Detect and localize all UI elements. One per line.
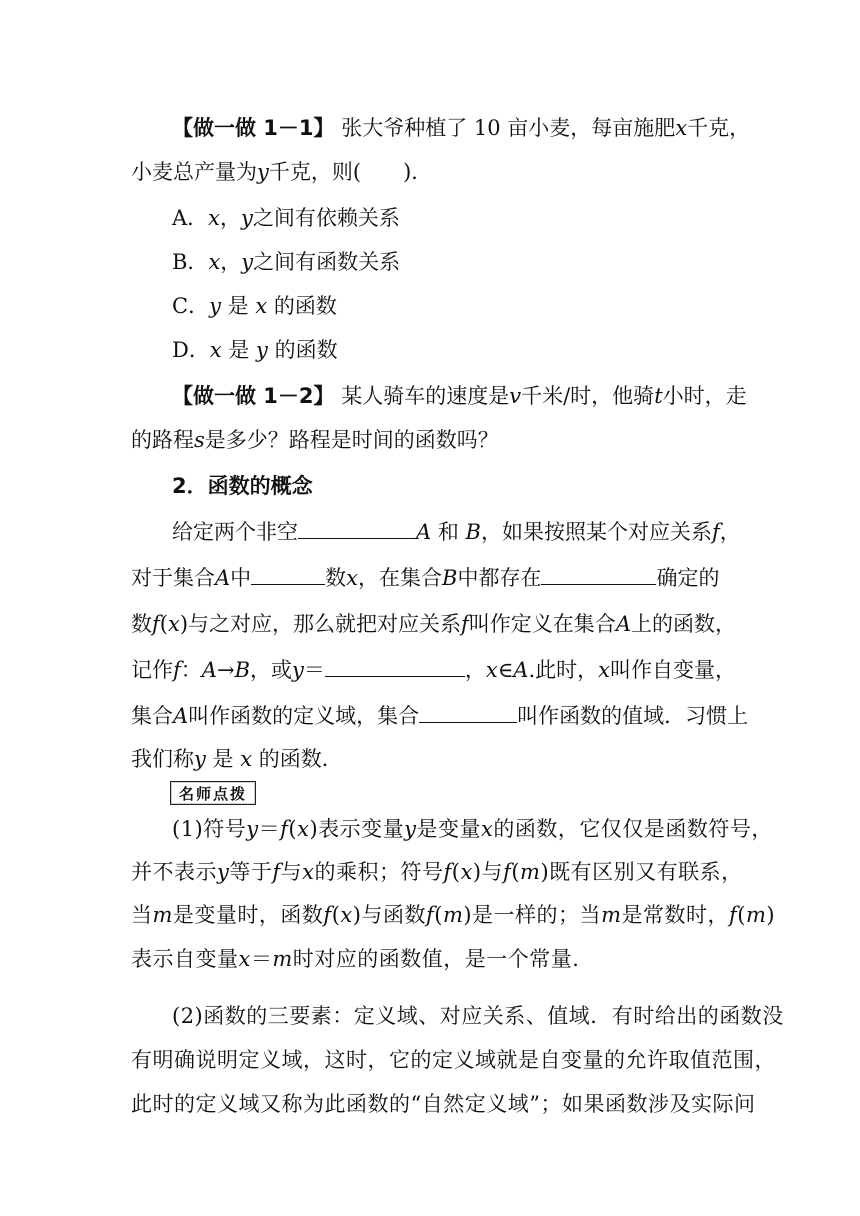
option-d-var-2: y: [256, 338, 268, 362]
tip-p2-line-1: (2)函数的三要素：定义域、对应关系、值域．有时给出的函数没: [172, 1004, 784, 1028]
option-c-text: 的函数: [267, 294, 337, 318]
exercise-1-2-text-b: 千米/时，他骑: [521, 384, 655, 408]
option-b-sep: ，: [220, 250, 242, 274]
def-l4-g: ，或: [250, 658, 292, 682]
def-l2-h: 中都存在: [457, 566, 542, 590]
def-l2-f: ，在集合: [358, 566, 443, 590]
tip-p1-l2-i: (: [451, 860, 461, 884]
tip-p1-l3-b: m: [152, 903, 173, 927]
option-b-text: 之间有函数关系: [253, 250, 401, 274]
exercise-1-1-line-1: [172, 113, 751, 143]
exercise-1-1-title: 【做一做 1－1】: [172, 116, 335, 140]
var-x: x: [675, 116, 688, 140]
option-b-var-1: x: [208, 250, 221, 274]
tip-p1-l2-m: (: [511, 860, 521, 884]
def-l2-e: x: [346, 566, 359, 590]
tip-p1-l3-f: x: [340, 903, 353, 927]
def-l4-c: ：: [180, 658, 202, 682]
def-l3-d: x: [167, 612, 180, 636]
def-l4-a: 记作: [131, 658, 173, 682]
def-l2-c: 中: [230, 566, 252, 590]
fill-blank-1[interactable]: [298, 537, 416, 539]
exercise-1-2-text-c: 小时，走: [662, 384, 747, 408]
def-l4-m: A: [513, 658, 529, 682]
tip-p1-line-2: [131, 857, 743, 887]
exercise-1-1-line-2: [131, 157, 731, 187]
tip-p1-l4-b: x: [238, 947, 251, 971]
fill-blank-3[interactable]: [541, 583, 656, 585]
def-l1-a: 给定两个非空: [172, 520, 298, 544]
def-l3-e: )与之对应，那么就把对应关系: [179, 612, 462, 636]
def-l4-n: .此时，: [528, 658, 599, 682]
option-a-label: A．: [172, 206, 209, 230]
def-l2-g: B: [442, 566, 458, 590]
definition-line-6: [131, 744, 731, 774]
def-l4-h: y: [292, 658, 304, 682]
tip-p1-l2-h: f: [443, 860, 452, 884]
var-v: v: [509, 384, 522, 408]
tip-p1-l3-c: 是变量时，函数: [172, 903, 324, 927]
definition-line-1: [172, 517, 741, 547]
def-l6-b: y: [194, 747, 206, 771]
def-l5-a: 集合: [131, 704, 173, 728]
tip-p1-l3-m: 是常数时，: [621, 903, 729, 927]
tip-p1-l1-b: y: [246, 817, 259, 841]
def-l5-b: A: [173, 704, 189, 728]
tip-p1-l1-c: ＝: [258, 817, 281, 841]
def-l4-p: 叫作自变量，: [609, 658, 736, 682]
exercise-1-1-stem-2b: 千克，则( )．: [268, 160, 433, 184]
tip-p1-l2-l: f: [503, 860, 512, 884]
fill-blank-5[interactable]: [419, 721, 517, 723]
option-d-label: D．: [172, 338, 210, 362]
def-l1-c: 和: [431, 520, 466, 544]
var-y: y: [257, 160, 269, 184]
def-l2-i: 确定的: [656, 566, 720, 590]
exercise-1-2-line-1: [172, 381, 747, 411]
tip-p1-l1-f: x: [297, 817, 310, 841]
definition-line-4: [131, 655, 736, 685]
tip-badge: 名师点拨: [170, 781, 256, 805]
definition-line-2: [131, 563, 731, 593]
exercise-1-1-stem-2a: 小麦总产量为: [131, 160, 257, 184]
tip-p1-l3-k: )是一样的；当: [463, 903, 602, 927]
def-l3-i: 上的函数，: [630, 612, 736, 636]
tip-p1-l2-e: 与: [280, 860, 303, 884]
tip-p1-l4-a: 表示自变量: [131, 947, 239, 971]
def-l1-e: ，如果按照某个对应关系: [480, 520, 712, 544]
tip-p1-l1-a: (1)符号: [172, 817, 247, 841]
exercise-1-2-text-d: 的路程: [131, 428, 194, 452]
option-c: [172, 291, 732, 321]
tip-p1-l2-j: x: [460, 860, 473, 884]
tip-p1-l3-h: f: [425, 903, 435, 927]
def-l2-a: 对于集合: [131, 566, 215, 590]
tip-p1-l1-d: f: [280, 817, 289, 841]
tip-p1-l1-i: 是变量: [416, 817, 482, 841]
tip-p1-l2-k: )与: [472, 860, 504, 884]
tip-p1-l3-j: m: [442, 903, 464, 927]
tip-p1-l2-c: 等于: [229, 860, 273, 884]
option-d-sep: 是: [221, 338, 257, 362]
def-l1-set-a: A: [416, 520, 432, 544]
def-l4-j: ，: [464, 658, 486, 682]
def-l6-e: 的函数．: [252, 747, 343, 771]
option-c-sep: 是: [220, 294, 256, 318]
def-l5-c: 叫作函数的定义域，集合: [188, 704, 420, 728]
def-l4-b: f: [173, 658, 181, 682]
tip-p1-l3-n: f: [728, 903, 738, 927]
option-a: [172, 203, 732, 233]
definition-line-3: [131, 609, 736, 639]
tip-p1-line-4: [131, 944, 731, 974]
option-b-var-2: y: [241, 250, 254, 274]
tip-p1-l3-g: )与函数: [352, 903, 426, 927]
option-b-label: B．: [172, 250, 209, 274]
tip-p1-l1-k: 的函数，它仅仅是函数符号，: [493, 817, 773, 841]
tip-p1-l2-g: 的乘积；符号: [314, 860, 444, 884]
tip-p1-l3-e: (: [331, 903, 341, 927]
def-l4-arrow: →: [216, 658, 235, 682]
tip-p1-l1-h: y: [404, 817, 417, 841]
exercise-1-1-stem: 张大爷种植了 10 亩小麦，每亩施肥: [341, 116, 676, 140]
tip-p1-l3-a: 当: [131, 903, 153, 927]
tip-p1-line-3: [131, 900, 776, 930]
def-l4-o: x: [598, 658, 610, 682]
definition-line-5: [131, 701, 749, 731]
def-l6-d: x: [240, 747, 253, 771]
tip-p1-l3-i: (: [434, 903, 443, 927]
exercise-1-2-text-e: 是多少？路程是时间的函数吗？: [204, 428, 499, 452]
tip-p1-l3-d: f: [323, 903, 332, 927]
option-a-var-1: x: [208, 206, 221, 230]
option-c-var-1: y: [209, 294, 221, 318]
fill-blank-4[interactable]: [325, 675, 465, 677]
option-a-var-2: y: [241, 206, 253, 230]
tip-p1-l2-a: 并不表示: [131, 860, 217, 884]
section-heading: 2．函数的概念: [172, 474, 313, 498]
def-l1-f: f: [711, 520, 720, 544]
def-l4-i: ＝: [303, 658, 325, 682]
tip-p1-l1-e: (: [288, 817, 298, 841]
fill-blank-2[interactable]: [251, 583, 325, 585]
def-l2-d: 数: [325, 566, 347, 590]
tip-p1-l4-d: m: [272, 947, 293, 971]
option-d: [172, 335, 732, 365]
tip-p1-l2-o: )既有区别又有联系，: [540, 860, 743, 884]
option-a-sep: ，: [220, 206, 242, 230]
tip-p1-l1-g: )表示变量: [309, 817, 405, 841]
option-d-text: 的函数: [267, 338, 338, 362]
exercise-1-1-stem-end: 千克，: [687, 116, 751, 140]
tip-p2-line-3: 此时的定义域又称为此函数的“自然定义域”；如果函数涉及实际问: [131, 1092, 756, 1116]
option-a-text: 之间有依赖关系: [252, 206, 400, 230]
tip-p1-l2-b: y: [217, 860, 230, 884]
def-l1-set-b: B: [465, 520, 481, 544]
tip-p2-line-2: 有明确说明定义域，这时，它的定义域就是自变量的允许取值范围，: [131, 1048, 776, 1072]
def-l3-a: 数: [131, 612, 152, 636]
def-l6-c: 是: [205, 747, 241, 771]
tip-p1-line-1: [172, 814, 773, 844]
tip-p1-l3-p: m: [745, 903, 767, 927]
tip-p1-l2-d: f: [272, 860, 281, 884]
def-l3-g: 叫作定义在集合: [468, 612, 616, 636]
def-l1-g: ，: [719, 520, 741, 544]
def-l4-d: A: [201, 658, 217, 682]
exercise-1-2-text-a: 某人骑车的速度是: [341, 384, 510, 408]
tip-p1-l2-n: m: [520, 860, 541, 884]
var-t: t: [654, 384, 663, 408]
tip-p1-l1-j: x: [481, 817, 494, 841]
exercise-1-2-line-2: [131, 425, 731, 455]
tip-p1-l4-e: 时对应的函数值，是一个常量．: [292, 947, 594, 971]
option-c-label: C．: [172, 294, 210, 318]
def-l3-c: (: [159, 612, 168, 636]
tip-p1-l4-c: ＝: [250, 947, 273, 971]
def-l4-in: ∈: [497, 658, 514, 682]
def-l4-k: x: [485, 658, 498, 682]
option-b: [172, 247, 732, 277]
def-l5-d: 叫作函数的值域．习惯上: [517, 704, 749, 728]
tip-p1-l3-o: (: [737, 903, 746, 927]
var-s: s: [194, 428, 205, 452]
option-d-var-1: x: [209, 338, 222, 362]
def-l3-h: A: [615, 612, 631, 636]
def-l3-f: f: [461, 612, 469, 636]
def-l6-a: 我们称: [131, 747, 194, 771]
tip-p1-l3-l: m: [601, 903, 622, 927]
tip-p1-l2-f: x: [302, 860, 315, 884]
def-l4-f: B: [234, 658, 250, 682]
exercise-1-2-title: 【做一做 1－2】: [172, 384, 335, 408]
tip-p1-l3-q: ): [766, 903, 776, 927]
def-l2-b: A: [215, 566, 231, 590]
def-l3-b: f: [152, 612, 160, 636]
option-c-var-2: x: [255, 294, 268, 318]
